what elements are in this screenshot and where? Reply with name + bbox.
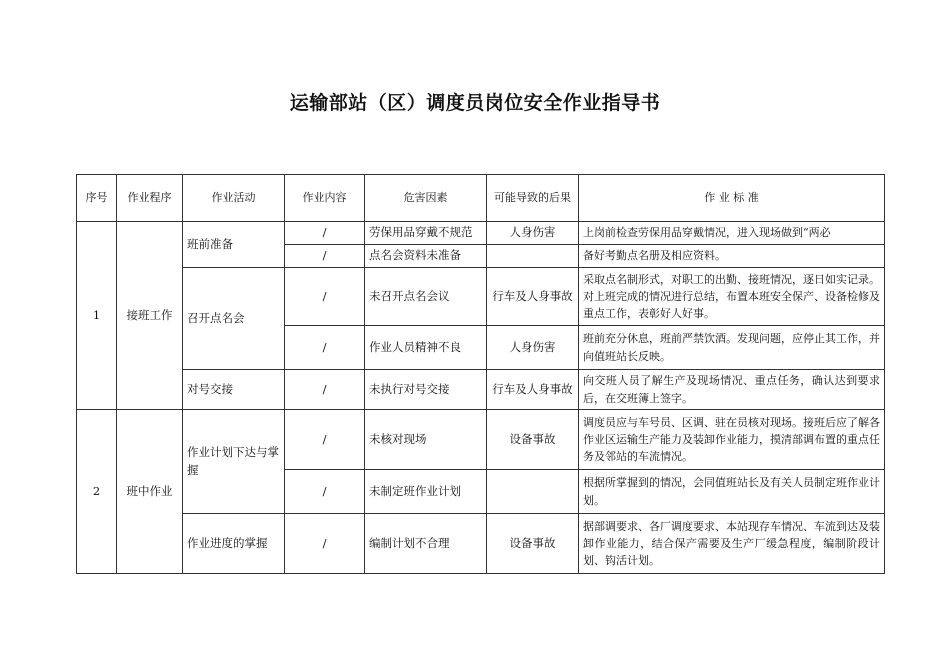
consequence-cell: 设备事故 xyxy=(487,410,579,470)
standard-cell: 采取点名制形式，对职工的出勤、接班情况，逐日如实记录。对上班完成的情况进行总结，布置本班安全保产、设备检修及重点工作，表彰好人好事。 xyxy=(579,268,885,326)
group-no-cell: 2 xyxy=(77,410,117,574)
standard-cell: 备好考勤点名册及相应资料。 xyxy=(579,245,885,268)
document-title: 运输部站（区）调度员岗位安全作业指导书 xyxy=(289,92,661,114)
consequence-cell: 人身伤害 xyxy=(487,222,579,245)
hazard-cell: 编制计划不合理 xyxy=(365,514,487,574)
header-standard: 作 业 标 准 xyxy=(579,175,885,222)
content-cell: / xyxy=(285,268,365,326)
table-header-row xyxy=(77,175,885,222)
activity-cell: 作业进度的掌握 xyxy=(183,514,285,574)
content-cell: / xyxy=(285,410,365,470)
activity-cell: 作业计划下达与掌握 xyxy=(183,410,285,514)
consequence-cell: 人身伤害 xyxy=(487,326,579,370)
table-row xyxy=(77,370,885,410)
content-cell: / xyxy=(285,245,365,268)
hazard-cell: 点名会资料未准备 xyxy=(365,245,487,268)
group-no-cell: 1 xyxy=(77,222,117,410)
safety-guide-table xyxy=(76,174,885,574)
header-content: 作业内容 xyxy=(285,175,365,222)
content-cell: / xyxy=(285,470,365,514)
hazard-cell: 未召开点名会议 xyxy=(365,268,487,326)
consequence-cell: 行车及人身事故 xyxy=(487,370,579,410)
procedure-cell: 班中作业 xyxy=(117,410,183,574)
content-cell: / xyxy=(285,326,365,370)
standard-cell: 上岗前检查劳保用品穿戴情况，进入现场做到“两必 xyxy=(579,222,885,245)
header-activity: 作业活动 xyxy=(183,175,285,222)
hazard-cell: 劳保用品穿戴不规范 xyxy=(365,222,487,245)
table-row xyxy=(77,222,885,245)
standard-cell: 调度员应与车号员、区调、驻在员核对现场。接班后应了解各作业区运输生产能力及装卸作业能力，摸清部调布置的重点任务及邻站的车流情况。 xyxy=(579,410,885,470)
procedure-cell: 接班工作 xyxy=(117,222,183,410)
header-no: 序号 xyxy=(77,175,117,222)
hazard-cell: 未核对现场 xyxy=(365,410,487,470)
table-row xyxy=(77,514,885,574)
standard-cell: 据部调要求、各厂调度要求、本站现存车情况、车流到达及装卸作业能力，结合保产需要及生产厂缓急程度，编制阶段计划、钩活计划。 xyxy=(579,514,885,574)
hazard-cell: 作业人员精神不良 xyxy=(365,326,487,370)
standard-cell: 班前充分休息，班前严禁饮酒。发现问题，应停止其工作，并向值班站长反映。 xyxy=(579,326,885,370)
activity-cell: 班前准备 xyxy=(183,222,285,268)
consequence-cell: 设备事故 xyxy=(487,514,579,574)
standard-cell: 向交班人员了解生产及现场情况、重点任务，确认达到要求后，在交班簿上签字。 xyxy=(579,370,885,410)
table-row xyxy=(77,268,885,326)
hazard-cell: 未制定班作业计划 xyxy=(365,470,487,514)
consequence-cell: 行车及人身事故 xyxy=(487,268,579,326)
header-hazard: 危害因素 xyxy=(365,175,487,222)
consequence-cell xyxy=(487,470,579,514)
table-row xyxy=(77,410,885,470)
activity-cell: 对号交接 xyxy=(183,370,285,410)
header-consequence: 可能导致的后果 xyxy=(487,175,579,222)
header-procedure: 作业程序 xyxy=(117,175,183,222)
activity-cell: 召开点名会 xyxy=(183,268,285,370)
consequence-cell xyxy=(487,245,579,268)
standard-cell: 根据所掌握到的情况，会同值班站长及有关人员制定班作业计划。 xyxy=(579,470,885,514)
content-cell: / xyxy=(285,514,365,574)
content-cell: / xyxy=(285,370,365,410)
hazard-cell: 未执行对号交接 xyxy=(365,370,487,410)
content-cell: / xyxy=(285,222,365,245)
